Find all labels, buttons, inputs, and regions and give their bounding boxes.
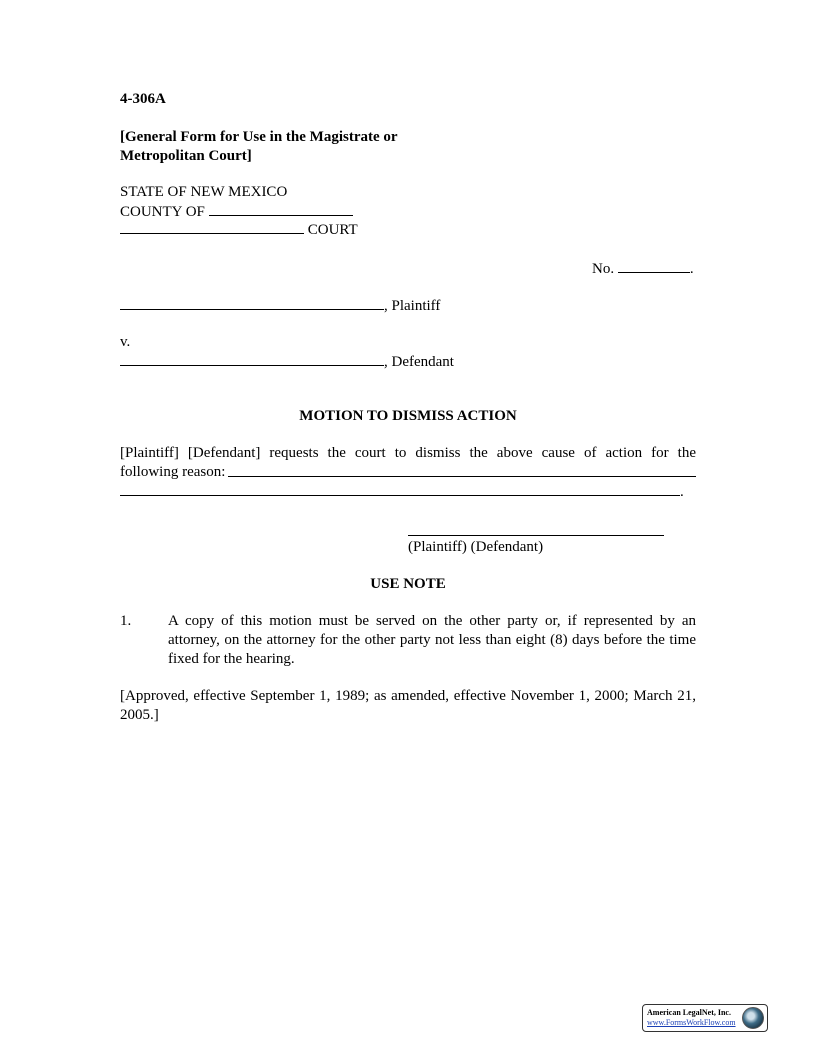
form-number: 4-306A [120, 91, 166, 107]
body-line1: [Plaintiff] [Defendant] requests the court to dismiss the above cause of action for the [120, 445, 696, 461]
use-note-item-text: A copy of this motion must be served on the other party or, if represented by an attorney, on the attorney for the other party not less than eight (8) days before the time fixed for the hearing. [168, 613, 696, 667]
use-note-heading: USE NOTE [370, 576, 446, 592]
signature-label: (Plaintiff) (Defendant) [408, 539, 544, 555]
reason-line [120, 463, 696, 481]
signature-line[interactable] [408, 530, 664, 536]
court-label: COURT [307, 222, 358, 238]
reason-blank-1[interactable] [228, 463, 696, 477]
county-label: COUNTY OF [120, 204, 205, 220]
form-subtitle-line1: [General Form for Use in the Magistrate or [120, 129, 398, 145]
use-note-item-number: 1. [120, 613, 132, 629]
county-blank[interactable] [209, 202, 353, 216]
badge-company: American LegalNet, Inc. [647, 1008, 731, 1017]
case-number-blank[interactable] [618, 259, 690, 273]
county-line [120, 202, 353, 221]
defendant-name-blank[interactable] [120, 352, 384, 366]
reason-line-2: . [120, 482, 684, 501]
american-legalnet-badge[interactable] [642, 1004, 768, 1032]
reason-blank-2[interactable] [120, 482, 680, 496]
badge-url[interactable]: www.FormsWorkFlow.com [647, 1018, 736, 1027]
defendant-label: , Defendant [384, 354, 454, 370]
reason-label: following reason: [120, 464, 226, 480]
history-note: [Approved, effective September 1, 1989; as amended, effective November 1, 2000; March 21, 2005.] [120, 688, 696, 723]
court-name-blank[interactable] [120, 220, 304, 234]
plaintiff-name-blank[interactable] [120, 296, 384, 310]
defendant-line [120, 352, 454, 371]
case-number-label: No. [592, 261, 615, 277]
case-number-line: No. . [592, 261, 694, 277]
plaintiff-label: , Plaintiff [384, 298, 441, 314]
plaintiff-line [120, 296, 440, 315]
court-line [120, 220, 358, 239]
state-label: STATE OF NEW MEXICO [120, 184, 288, 200]
globe-icon [742, 1007, 764, 1029]
form-subtitle-line2: Metropolitan Court] [120, 148, 252, 164]
document-title: MOTION TO DISMISS ACTION [299, 408, 517, 424]
versus-label: v. [120, 334, 131, 350]
